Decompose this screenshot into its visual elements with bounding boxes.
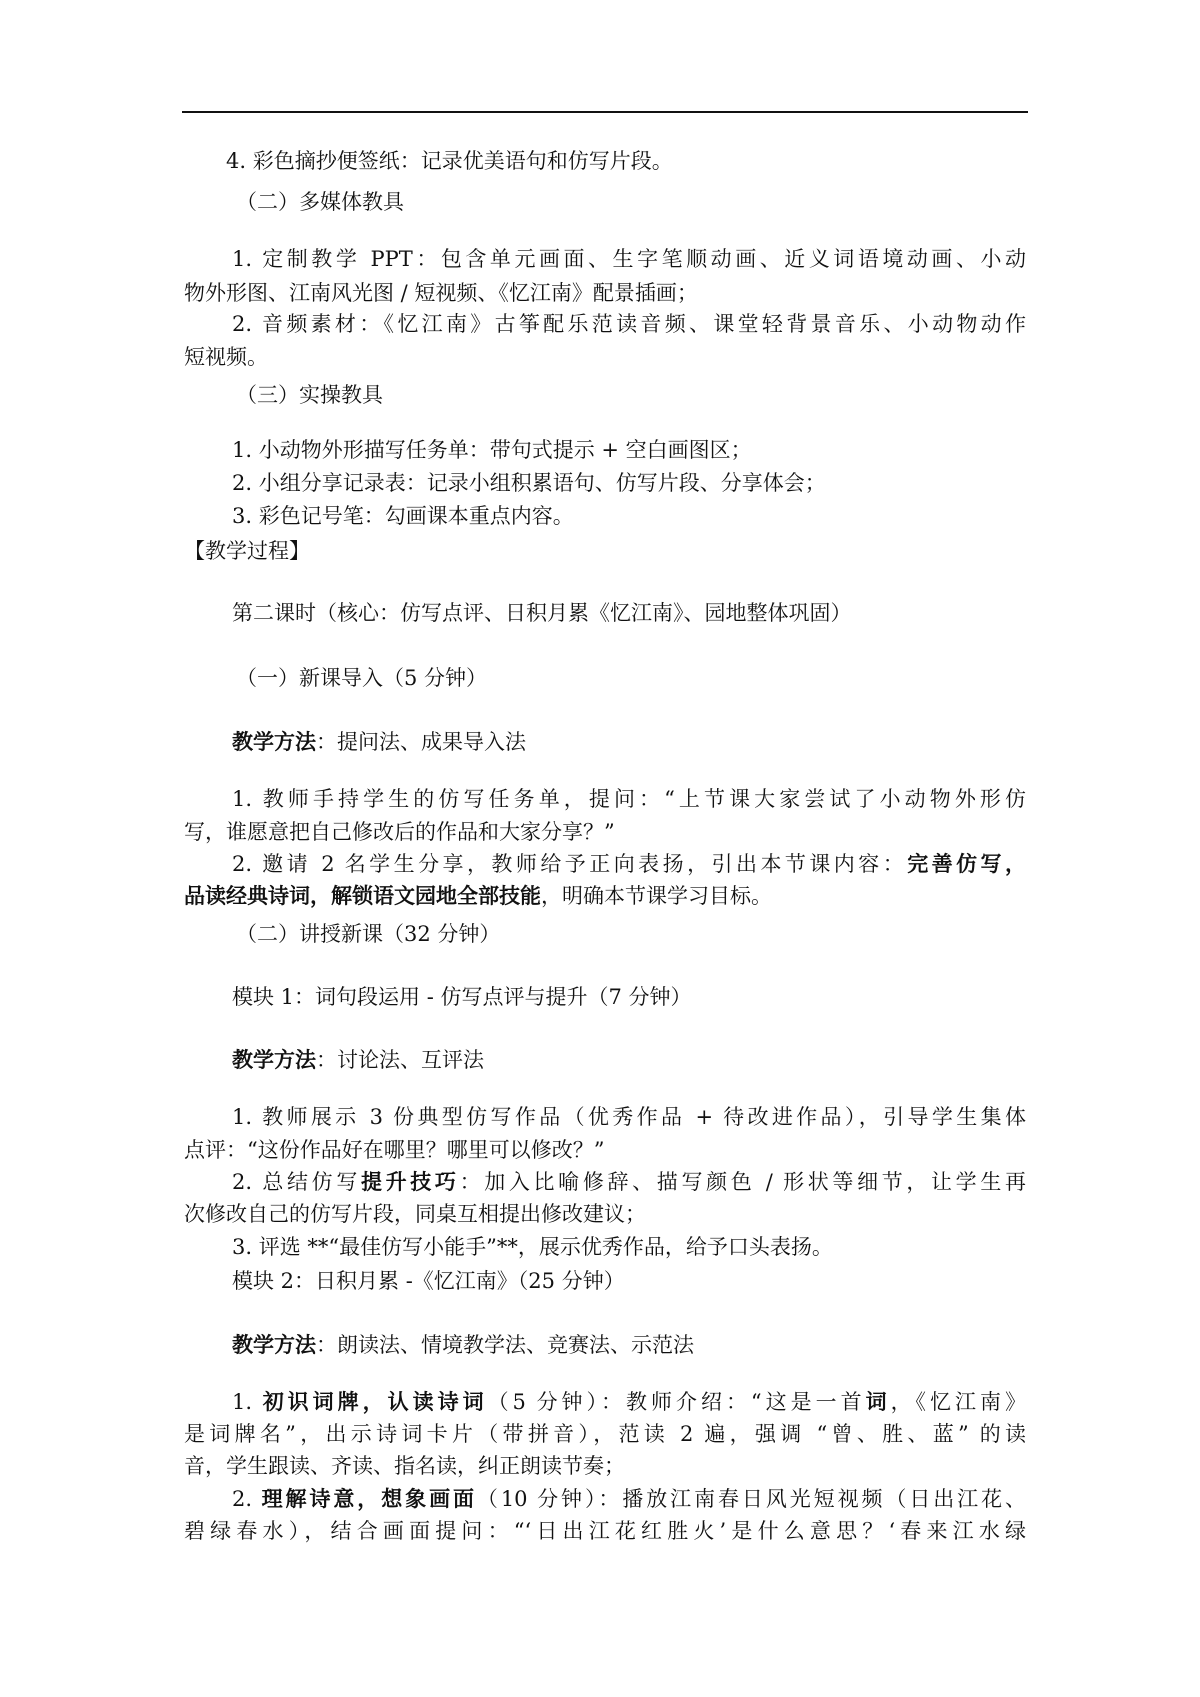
module-1-title: 模块 1：词句段运用 - 仿写点评与提升（7 分钟） [232,985,692,1009]
m2-item-2-post: （10 分钟）：播放江南春日风光短视频（日出江花、 [476,1487,1026,1511]
intro-item-1-line-2: 写，谁愿意把自己修改后的作品和大家分享？” [184,820,615,844]
method-label: 教学方法 [232,1332,316,1357]
intro-item-2-bold-cont: 品读经典诗词，解锁语文园地全部技能 [184,883,541,908]
intro-item-2-line-1 [232,850,1026,878]
method-label: 教学方法 [232,729,316,754]
multimedia-item-2-line-2: 短视频。 [184,345,268,369]
intro-item-2-text-cont: ，明确本节课学习目标。 [541,884,772,908]
practical-item-1: 1. 小动物外形描写任务单：带句式提示 + 空白画图区； [232,438,752,462]
m2-item-1-num: 1. [232,1390,263,1414]
m1-item-2-post: ：加入比喻修辞、描写颜色 / 形状等细节，让学生再 [459,1170,1026,1194]
module-2-item-1-line-2: 是词牌名”，出示诗词卡片（带拼音），范读 2 遍，强调 “曾、胜、蓝” 的读 [184,1422,1026,1446]
module-1-item-2-line-2: 次修改自己的仿写片段，同桌互相提出修改建议； [184,1202,646,1226]
header-rule [182,111,1028,113]
module-2-title: 模块 2：日积月累 -《忆江南》（25 分钟） [232,1269,625,1293]
module-2-item-2-line-1 [232,1485,1026,1513]
intro-heading: （一）新课导入（5 分钟） [236,666,488,690]
process-heading: 【教学过程】 [184,539,310,563]
intro-item-2-text: 2. 邀请 2 名学生分享，教师给予正向表扬，引出本节课内容： [232,852,908,876]
m2-item-1-bold: 初识词牌，认读诗词 [262,1389,488,1414]
m2-item-2-bold: 理解诗意，想象画面 [261,1486,477,1511]
module-1-item-1-line-2: 点评：“这份作品好在哪里？哪里可以修改？” [184,1138,605,1162]
m1-item-2-bold: 提升技巧 [360,1169,460,1194]
m2-item-2-num: 2. [232,1487,262,1511]
intro-method [232,728,526,756]
multimedia-item-1-line-1: 1. 定制教学 PPT：包含单元画面、生字笔顺动画、近义词语境动画、小动 [232,247,1026,271]
multimedia-item-2-line-1: 2. 音频素材：《忆江南》古筝配乐范读音频、课堂轻背景音乐、小动物动作 [232,312,1026,336]
new-lesson-heading: （二）讲授新课（32 分钟） [236,922,501,946]
lesson-title: 第二课时（核心：仿写点评、日积月累《忆江南》、园地整体巩固） [232,601,852,625]
multimedia-item-1-line-2: 物外形图、江南风光图 / 短视频、《忆江南》配景插画； [184,281,698,305]
module-1-item-2-line-1 [232,1168,1026,1196]
m2-item-1-bold-2: 词 [865,1389,891,1414]
module-2-method [232,1331,694,1359]
intro-item-2-line-2 [184,882,772,910]
method-text: ：提问法、成果导入法 [316,730,526,754]
multimedia-heading: （二）多媒体教具 [236,190,404,214]
practical-heading: （三）实操教具 [236,383,383,407]
module-1-method [232,1046,484,1074]
m2-item-1-mid: （5 分钟）：教师介绍：“这是一首 [487,1390,866,1414]
method-text: ：朗读法、情境教学法、竞赛法、示范法 [316,1333,694,1357]
m2-item-1-post: ，《忆江南》 [890,1390,1026,1414]
module-2-item-1-line-1 [232,1388,1026,1416]
intro-item-2-bold: 完善仿写， [907,851,1027,876]
intro-item-1-line-1: 1. 教师手持学生的仿写任务单，提问：“上节课大家尝试了小动物外形仿 [232,787,1026,811]
module-1-item-3: 3. 评选 **“最佳仿写小能手”**，展示优秀作品，给予口头表扬。 [232,1235,833,1259]
method-label: 教学方法 [232,1047,316,1072]
module-1-item-1-line-1: 1. 教师展示 3 份典型仿写作品（优秀作品 + 待改进作品），引导学生集体 [232,1105,1026,1129]
module-2-item-1-line-3: 音，学生跟读、齐读、指名读，纠正朗读节奏； [184,1454,625,1478]
method-text: ：讨论法、互评法 [316,1048,484,1072]
practical-item-2: 2. 小组分享记录表：记录小组积累语句、仿写片段、分享体会； [232,471,826,495]
module-2-item-2-line-2: 碧绿春水），结合画面提问：“‘日出江花红胜火’是什么意思？‘春来江水绿 [184,1519,1026,1543]
practical-item-3: 3. 彩色记号笔：勾画课本重点内容。 [232,504,574,528]
m1-item-2-pre: 2. 总结仿写 [232,1170,361,1194]
resource-item-4: 4. 彩色摘抄便签纸：记录优美语句和仿写片段。 [226,149,673,173]
